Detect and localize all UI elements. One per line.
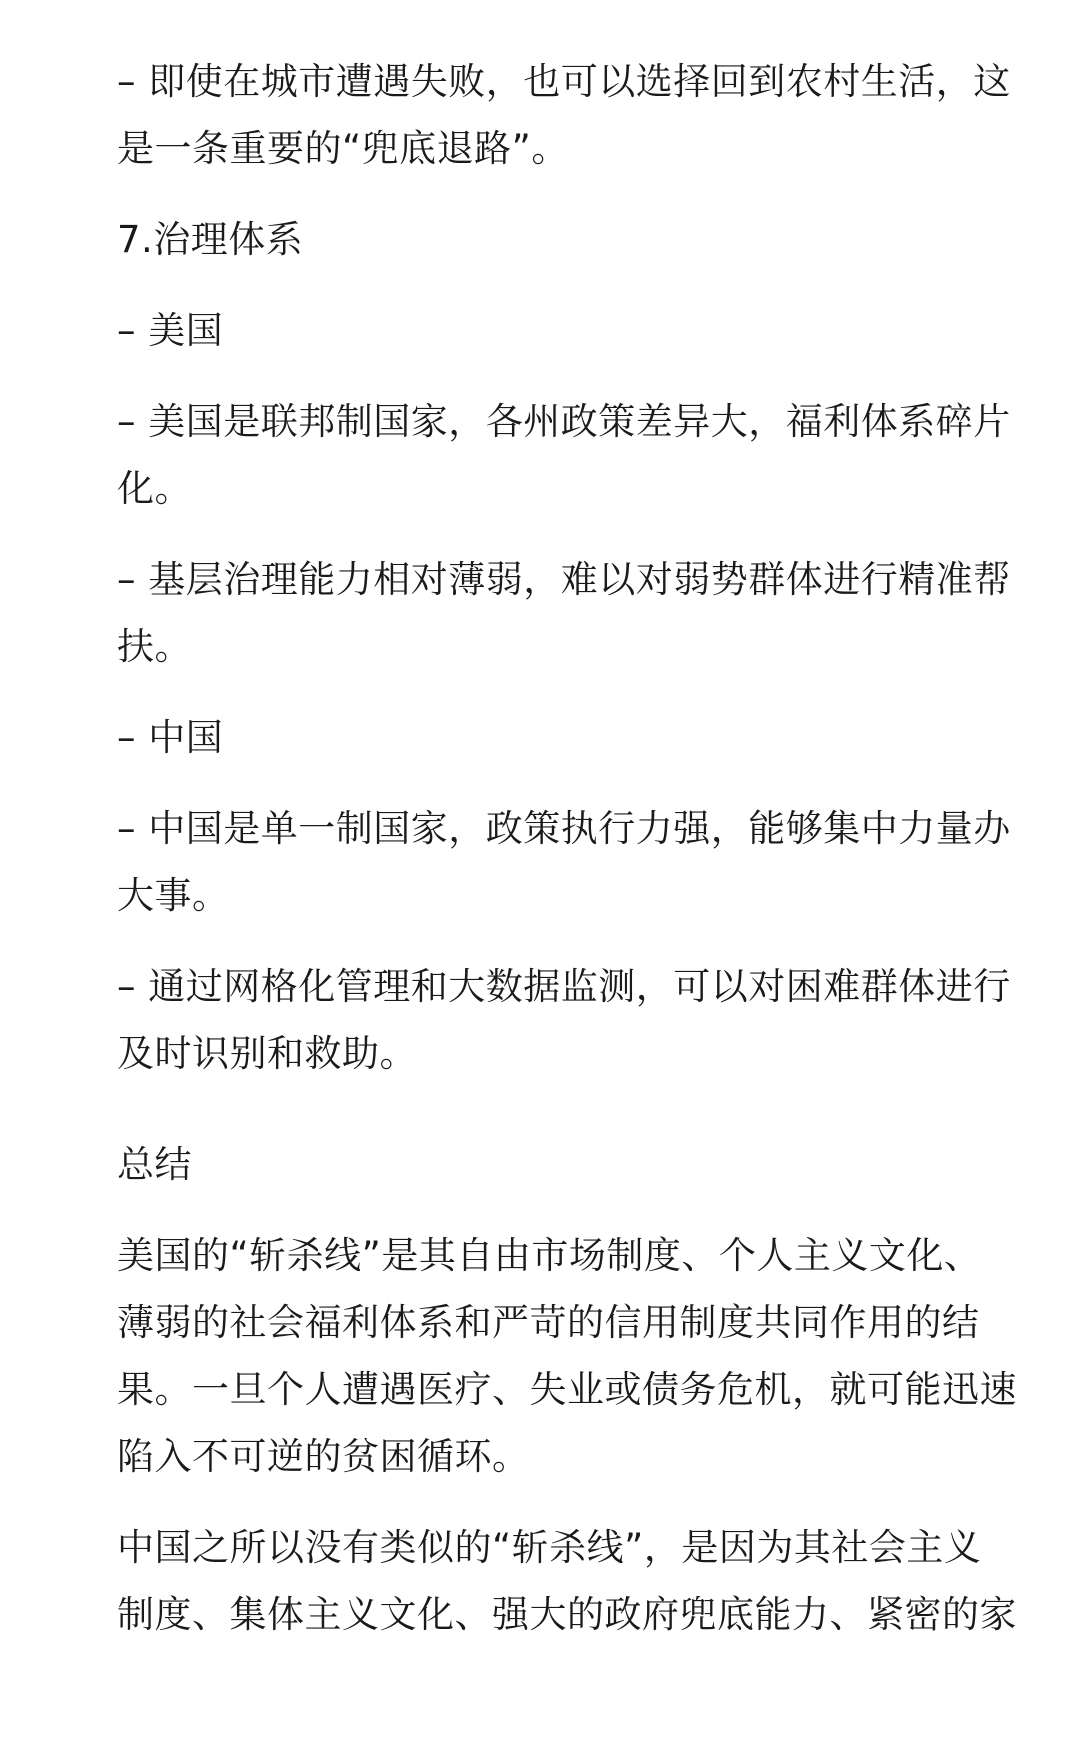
paragraph-us-grassroots: – 基层治理能力相对薄弱，难以对弱势群体进行精准帮扶。 (117, 558, 1011, 668)
paragraph-us-federal: – 美国是联邦制国家，各州政策差异大，福利体系碎片化。 (117, 400, 1011, 510)
paragraph-summary-china: 中国之所以没有类似的“斩杀线”，是因为其社会主义制度、集体主义文化、强大的政府兜底能力、紧密的家 (117, 1526, 1017, 1636)
list-label-us: – 美国 (117, 309, 224, 352)
section-heading-summary: 总结 (117, 1143, 192, 1186)
article-body (117, 48, 1017, 1672)
paragraph-china-grid: – 通过网格化管理和大数据监测，可以对困难群体进行及时识别和救助。 (117, 965, 1011, 1075)
paragraph-china-unitary: – 中国是单一制国家，政策执行力强，能够集中力量办大事。 (117, 807, 1011, 917)
section-heading-governance: 7.治理体系 (117, 218, 304, 261)
paragraph-summary-us: 美国的“斩杀线”是其自由市场制度、个人主义文化、薄弱的社会福利体系和严苛的信用制度共同作用的结果。一旦个人遭遇医疗、失业或债务危机，就可能迅速陷入不可逆的贫困循环。 (117, 1234, 1017, 1478)
paragraph-fallback-option: – 即使在城市遭遇失败，也可以选择回到农村生活，这是一条重要的“兜底退路”。 (117, 60, 1011, 170)
list-label-china: – 中国 (117, 716, 224, 759)
